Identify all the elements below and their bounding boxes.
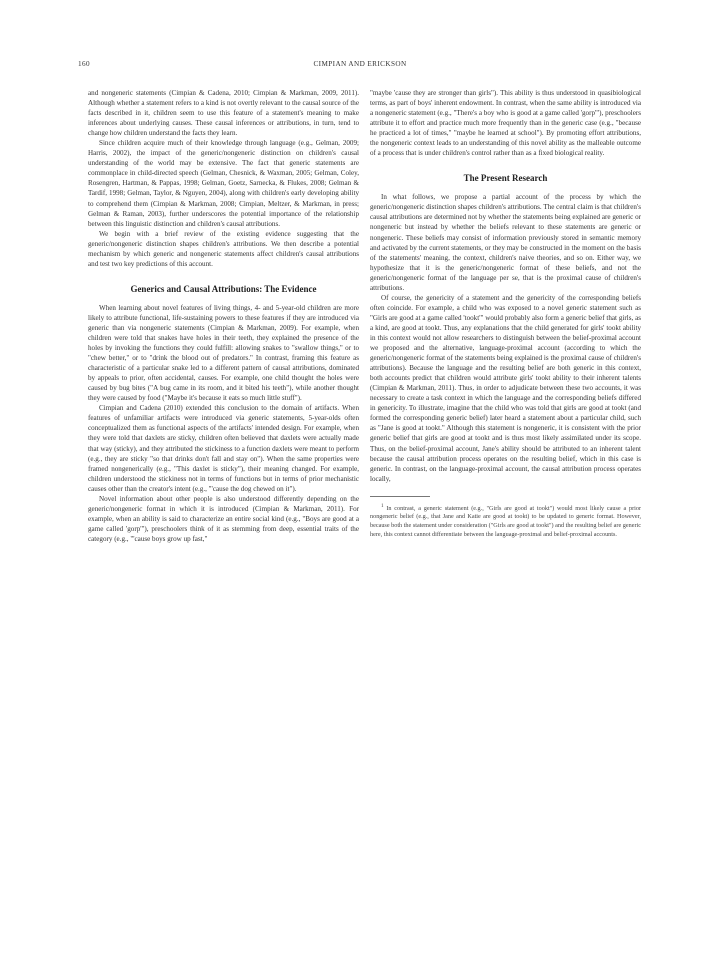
section-heading: The Present Research	[463, 173, 548, 184]
paragraph: Of course, the genericity of a statement and the genericity of the corresponding beliefs often coincide. For example, a child who was exposed to a novel generic statement such as "Girls are good at a game called 'tookt'" would probably also form a generic belief that girls, as a kind, are good at tookt. Thus, any explanations that the child generated for girls' tookt ability in this context would not allow researchers to distinguish between the belief-proximal account we proposed and the alternative, language-proximal account (according to which the generic/nongeneric format of the statements being explained is the proximal cause of children's attributions). Because the language and the resulting belief are both generic in this context, both accounts predict that children would attribute girls' tookt ability to their inherent talents (Cimpian & Markman, 2011). Thus, in order to adjudicate between these two accounts, it was necessary to create a task context in which the language and the corresponding beliefs differed in genericity. To illustrate, imagine that the child who was told that girls are good at tookt (and formed the corresponding generic belief) later heard a statement about a particular child, such as "Jane is good at tookt." Although this statement is nongeneric, it is consistent with the prior generic belief that girls are good at tookt and is thus most likely assimilated under its scope. Thus, on the belief-proximal account, Jane's ability should be attributed to an inherent talent because the causal attribution process operates on the resulting belief, which in this case is generic. In contrast, on the language-proximal account, the causal attribution process operates locally,	[370, 293, 641, 483]
paragraph: We begin with a brief review of the existing evidence suggesting that the generic/nongeneric distinction shapes children's attributions. We then describe a potential mechanism by which generic and nongeneric statements affect children's causal attributions and test two key predictions of this account.	[88, 229, 359, 268]
paragraph: and nongeneric statements (Cimpian & Cadena, 2010; Cimpian & Markman, 2009, 2011). Although whether a statement refers to a kind is not overtly relevant to the causal source of the facts described in it, children seem to use this feature of a statement's meaning to make inferences about underlying causes. These causal inferences or attributions, in turn, tend to change how children understand the facts they learn.	[88, 89, 359, 138]
paragraph: When learning about novel features of living things, 4- and 5-year-old children are more likely to attribute functional, life-sustaining powers to these features if they are introduced via generic than via nongeneric statements (Cimpian & Markman, 2009). For example, when children were told that snakes have holes in their teeth, they explained the presence of the holes by invoking the functions they could fulfill: allowing snakes to "swallow things," or to "chew better," or to "drink the blood out of predators." In contrast, framing this feature as characteristic of a particular snake led to a different pattern of causal attributions, dominated by appeals to prior, often accidental, causes. For example, one child thought the holes were caused by bug bites ("A bug came in its room, and it bited his teeth"), while another thought they were caused by food ("Maybe it's because it eats so much little stuff").	[88, 303, 359, 403]
footnote	[370, 502, 641, 539]
paragraph: "maybe 'cause they are stronger than girls"). This ability is thus understood in quasibiological terms, as part of boys' inherent endowment. In contrast, when the same ability is introduced via a nongeneric statement (e.g., "There's a boy who is good at a game called 'gorp'"), preschoolers attribute it to effort and practice much more frequently than in the generic case (e.g., "because he practiced a lot of times," "maybe he learned at school"). By promoting effort attributions, the nongeneric context leads to an understanding of this novel ability as the malleable outcome of a process that is under children's control rather than as a fixed biological reality.	[370, 89, 641, 158]
page-number: 160	[78, 60, 90, 68]
paragraph: Novel information about other people is also understood differently depending on the generic/nongeneric format in which it is introduced (Cimpian & Markman, 2011). For example, when an ability is said to characterize an entire social kind (e.g., "Boys are good at a game called 'gorp'"), preschoolers think of it as stemming from deep, essential traits of the category (e.g., "'cause boys grow up fast,"	[88, 494, 359, 543]
footnote-divider	[370, 496, 430, 497]
right-column	[370, 88, 641, 539]
footnote-text: In contrast, a generic statement (e.g., "Girls are good at tookt") would most likely cause a prior nongeneric belief (e.g., that Jane and Katie are good at tookt) to be updated to generic format. However, because both the statement under consideration ("Girls are good at tookt") and the resulting belief are generic here, this context cannot differentiate between the language-proximal and belief-proximal accounts.	[370, 504, 642, 538]
left-column	[88, 88, 359, 544]
footnote-mark: 1	[381, 502, 384, 509]
paragraph: Since children acquire much of their knowledge through language (e.g., Gelman, 2009; Harris, 2002), the impact of the generic/nongeneric distinction on children's causal understanding of the world may be extensive. The fact that generic statements are commonplace in child-directed speech (Gelman, Chesnick, & Waxman, 2005; Gelman, Coley, Rosengren, Hartman, & Pappas, 1998; Gelman, Goetz, Sarnecka, & Flukes, 2008; Gelman & Tardif, 1998; Gelman, Taylor, & Nguyen, 2004), along with children's early developing ability to comprehend them (Cimpian & Markman, 2008; Cimpian, Meltzer, & Markman, in press; Gelman & Raman, 2003), further underscores the potential importance of the relationship between this linguistic distinction and children's causal attributions.	[88, 139, 359, 228]
running-title: CIMPIAN AND ERICKSON	[313, 60, 407, 68]
section-heading: Generics and Causal Attributions: The Evidence	[130, 283, 317, 294]
paragraph: In what follows, we propose a partial account of the process by which the generic/nongeneric distinction shapes children's attributions. The central claim is that children's causal attributions are determined not by whether the statements being explained are generic or nongeneric but instead by whether the beliefs relevant to these statements are generic or nongeneric. These beliefs may consist of information previously stored in semantic memory and activated by the current statements, or they may be constructed in the moment on the basis of the statements' meaning, the context, children's naive theories, and so on. Either way, we hypothesize that it is the generic/nongeneric format of these beliefs, and not the generic/nongeneric format of the language per se, that is the proximal cause of children's attributions.	[370, 193, 641, 292]
paragraph: Cimpian and Cadena (2010) extended this conclusion to the domain of artifacts. When features of unfamiliar artifacts were introduced via generic statements, 5-year-olds often conceptualized them as functional aspects of the artifacts' intended design. For example, when they were told that daxlets are sticky, children often believed that daxlets were actually made that way (sticky), and they attributed the stickiness to a function daxlets were meant to perform (e.g., they are sticky "so that drinks don't fall and stay on"). When the same properties were framed nongenerically (e.g., "This daxlet is sticky"), their meaning changed. For example, children understood the stickiness not in terms of functions but in terms of prior mechanistic causes other than the creator's intent (e.g., "'cause the dog chewed on it").	[88, 404, 359, 493]
